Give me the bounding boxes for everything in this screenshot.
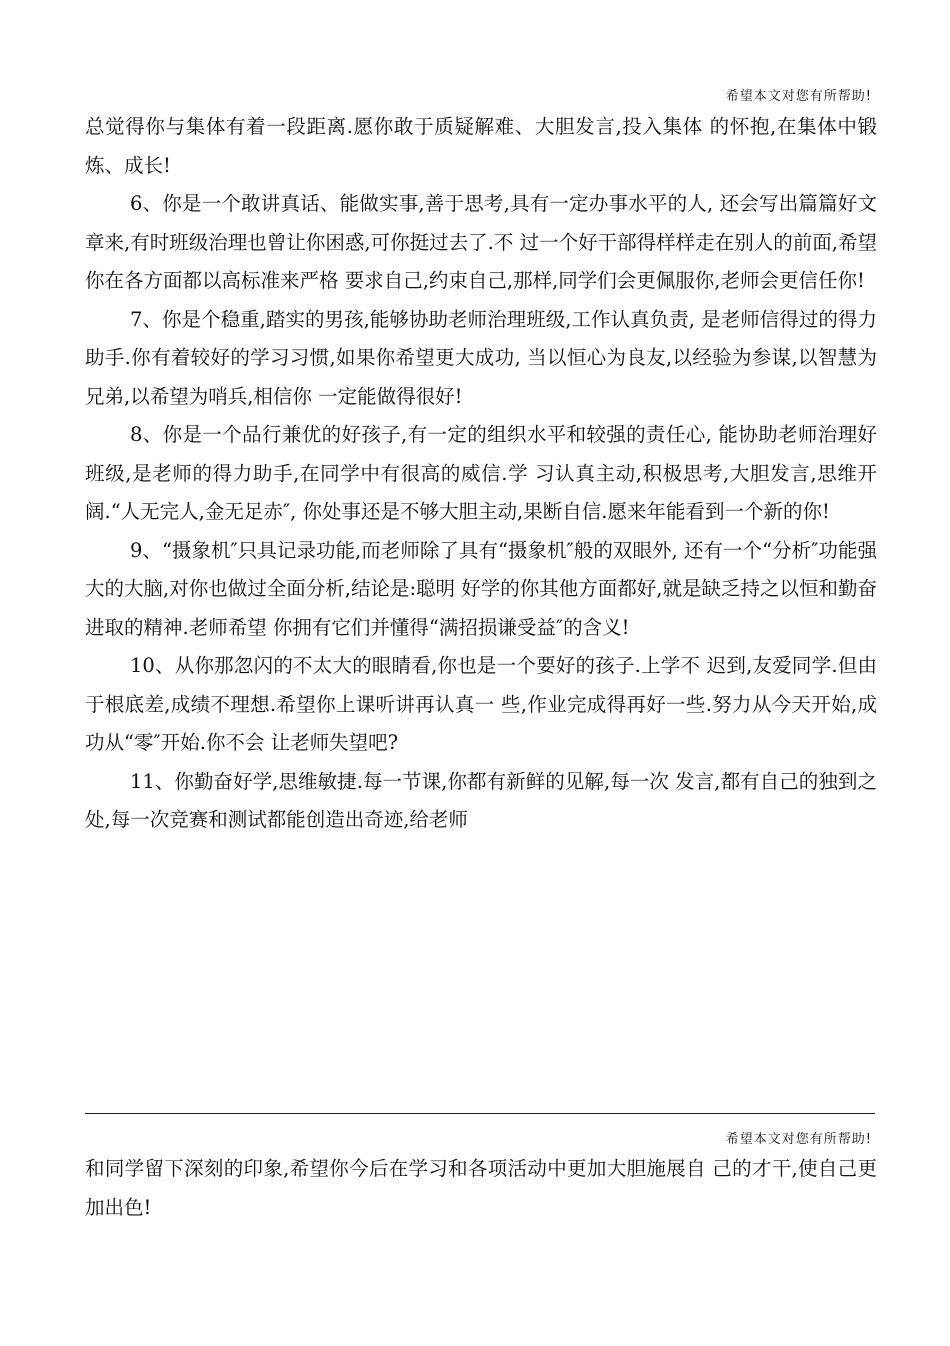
header-note: 希望本文对您有所帮助! [725, 89, 872, 104]
paragraph: 9、“摄象机″只具记录功能,而老师除了具有“摄象机″般的双眼外, 还有一个“分析″功能强大的大脑,对你也做过全面分析,结论是:聪明 好学的你其他方面都好,就是缺乏持之以恒和勤奋进取的精神.老师希望 你拥有它们并懂得“满招损谦受益″的含义! [85, 538, 877, 639]
page-divider [85, 1113, 875, 1114]
paragraph: 6、你是一个敢讲真话、能做实事,善于思考,具有一定办事水平的人, 还会写出篇篇好文章来,有时班级治理也曾让你困惑,可你挺过去了.不 过一个好干部得样样走在别人的前面,希望你在各方面都以高标准来严格 要求自己,约束自己,那样,同学们会更佩服你,老师会更信任你! [85, 192, 877, 292]
header-note: 希望本文对您有所帮助! [725, 1132, 872, 1147]
document-body [85, 108, 877, 840]
paragraph: 和同学留下深刻的印象,希望你今后在学习和各项活动中更加大胆施展自 己的才干,使自己更加出色! [85, 1157, 877, 1219]
paragraph: 11、你勤奋好学,思维敏捷.每一节课,你都有新鲜的见解,每一次 发言,都有自己的独到之处,每一次竞赛和测试都能创造出奇迹,给老师 [85, 769, 877, 831]
paragraph: 10、从你那忽闪的不太大的眼睛看,你也是一个要好的孩子.上学不 迟到,友爱同学.但由于根底差,成绩不理想.希望你上课听讲再认真一 些,作业完成得再好一些.努力从今天开始,成功从“零″开始.你不会 让老师失望吧? [85, 654, 877, 754]
paragraph: 8、你是一个品行兼优的好孩子,有一定的组织水平和较强的责任心, 能协助老师治理好班级,是老师的得力助手,在同学中有很高的威信.学 习认真主动,积极思考,大胆发言,思维开阔.“人无完人,金无足赤″, 你处事还是不够大胆主动,果断自信.愿来年能看到一个新的你! [85, 423, 877, 523]
paragraph: 总觉得你与集体有着一段距离.愿你敢于质疑解难、大胆发言,投入集体 的怀抱,在集体中锻炼、成长! [85, 115, 877, 177]
document-body [85, 1150, 877, 1227]
paragraph: 7、你是个稳重,踏实的男孩,能够协助老师治理班级,工作认真负责, 是老师信得过的得力助手.你有着较好的学习习惯,如果你希望更大成功, 当以恒心为良友,以经验为参谋,以智慧为兄弟,以希望为哨兵,相信你 一定能做得很好! [85, 307, 877, 408]
